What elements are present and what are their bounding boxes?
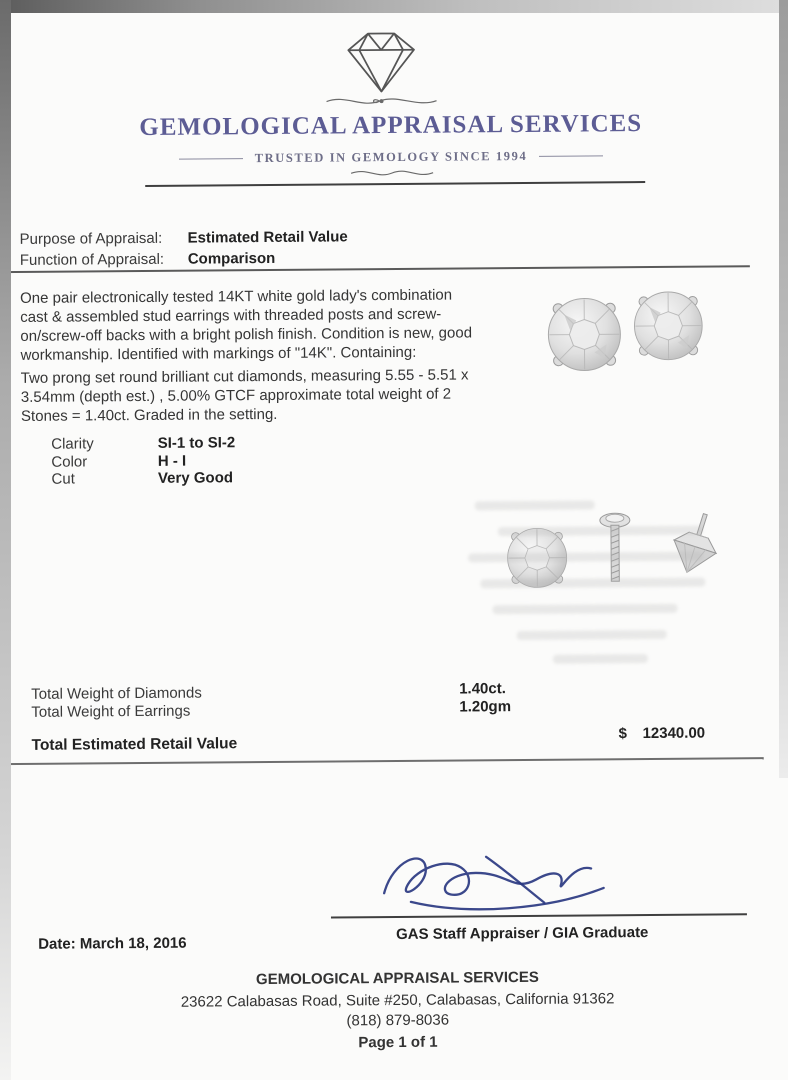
bleed-through-artifact [517,630,667,640]
purpose-value: Estimated Retail Value [187,228,348,247]
bleed-through-artifact [480,578,705,589]
tagline-left-rule [179,158,243,160]
grading-label: Cut [51,470,75,488]
grading-row [51,434,235,453]
function-label: Function of Appraisal: [19,250,165,269]
bleed-through-artifact [475,500,595,510]
weight-earrings-value: 1.20gm [459,698,512,716]
purpose-label: Purpose of Appraisal: [19,229,163,248]
tagline: TRUSTED IN GEMOLOGY SINCE 1994 [254,148,528,166]
scan-edge-artifact-top [0,0,788,13]
grading-label: Clarity [51,435,94,453]
bleed-through-artifact [493,604,678,614]
weight-earrings-label: Total Weight of Earrings [31,702,191,721]
date-line: Date: March 18, 2016 [38,934,187,953]
grading-value: H - I [157,452,187,470]
company-name: GEMOLOGICAL APPRAISAL SERVICES [139,110,643,141]
footer-page-number: Page 1 of 1 [358,1033,438,1052]
weight-diamonds-label: Total Weight of Diamonds [31,684,202,703]
footer-phone: (818) 879-8036 [346,1011,450,1030]
tagline-right-rule [539,155,603,157]
divider-flourish-icon [347,166,437,181]
grading-value: SI-1 to SI-2 [157,434,236,452]
stone-description: Two prong set round brilliant cut diamonds, measuring 5.55 - 5.51 x 3.54mm (depth est.) , 5.00% GTCF approximate total weight of 2 Stones = 1.40ct. Graded in the setting. [20,366,469,425]
header-flourish-icon [321,92,441,111]
grading-value: Very Good [157,469,234,487]
scan-edge-artifact-left [0,0,11,1080]
retail-value: 12340.00 [642,724,706,743]
totals-divider [2,757,764,765]
bleed-through-artifact [498,526,703,537]
appraiser-signature [347,836,643,918]
retail-currency: $ [618,725,627,743]
grading-label: Color [51,453,88,471]
footer-company: GEMOLOGICAL APPRAISAL SERVICES [255,968,539,989]
retail-value-label: Total Estimated Retail Value [31,735,238,754]
earrings-front-photo [526,275,725,385]
header-divider [145,181,645,187]
diamond-logo-icon [326,28,437,99]
footer-address: 23622 Calabasas Road, Suite #250, Calabasas, California 91362 [180,990,615,1011]
grading-row [51,469,233,488]
scan-edge-artifact-right [779,0,788,778]
function-value: Comparison [187,249,276,268]
item-description: One pair electronically tested 14KT white gold lady's combination cast & assembled stud earrings with threaded posts and screw-on/screw-off backs with a bright polish finish. Condition is new, good workmanship. Identified with markings of "14K". Containing: [20,286,473,364]
tagline-row [0,147,785,168]
bleed-through-artifact [553,654,648,664]
bleed-through-artifact [468,552,703,563]
appraiser-title: GAS Staff Appraiser / GIA Graduate [396,924,649,943]
weight-diamonds-value: 1.40ct. [459,680,506,698]
